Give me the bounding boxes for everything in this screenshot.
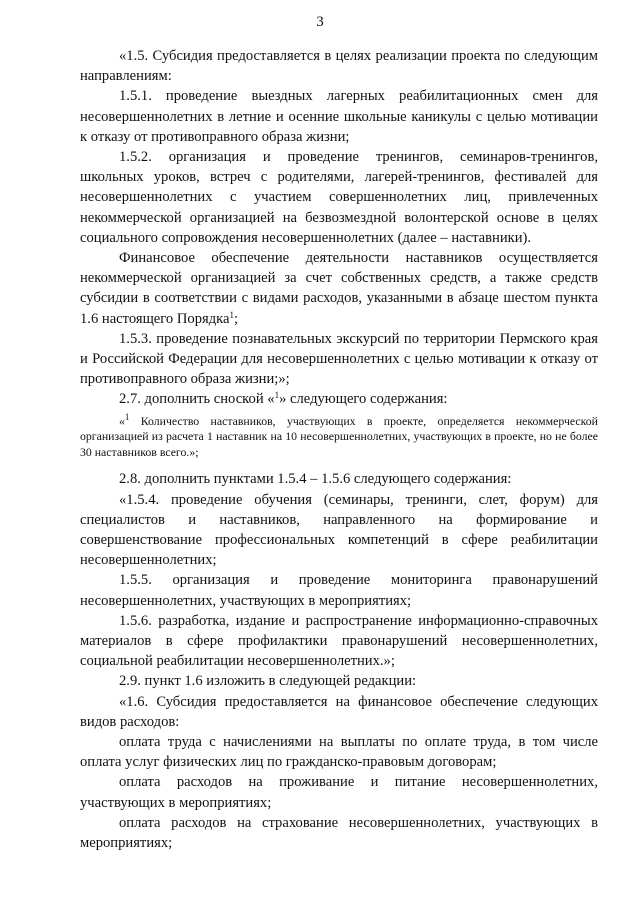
- expense-item-insurance: оплата расходов на страхование несовершеннолетних, участвующих в мероприятиях;: [80, 814, 598, 852]
- paragraph-1-5-2: 1.5.2. организация и проведение тренингов, семинаров-тренингов, школьных уроков, встреч с родителями, лагерей-тренингов, фестивалей для несовершеннолетних с участием совершеннолетних лиц, привлеченных некоммерческой организацией на безвозмездной волонтерской основе в целях социального сопровождения несовершеннолетних (далее – наставники).: [80, 149, 598, 246]
- paragraph-1-5: «1.5. Субсидия предоставляется в целях реализации проекта по следующим направлениям:: [80, 48, 598, 85]
- footnote-number: 1: [124, 411, 130, 422]
- expense-item-accommodation: оплата расходов на проживание и питание несовершеннолетних, участвующих в мероприятиях;: [80, 774, 598, 811]
- document-body: [80, 46, 598, 853]
- paragraph-financing: [80, 248, 598, 329]
- financing-text: Финансовое обеспечение деятельности наставников осуществляется некоммерческой организацией за счет собственных средств, а также средств субсидии в соответствии с видами расходов, указанными в абзаце шестом пункта 1.6 настоящего Порядка: [80, 250, 598, 327]
- paragraph-1-5-1: 1.5.1. проведение выездных лагерных реабилитационных смен для несовершеннолетних в летние и осенние школьные каникулы с целью мотивации к отказу от противоправного образа жизни;: [80, 88, 598, 145]
- footnote-marker: 1: [274, 390, 280, 401]
- paragraph-1-5-3: 1.5.3. проведение познавательных экскурсий по территории Пермского края и Российской Федерации для несовершеннолетних с целью мотивации к отказу от противоправного образа жизни;»;: [80, 330, 598, 388]
- paragraph-2-9: 2.9. пункт 1.6 изложить в следующей редакции:: [119, 673, 417, 690]
- footnote-ref: 1: [229, 309, 234, 320]
- p2-7-text-a: 2.7. дополнить сноской «: [119, 391, 275, 408]
- page-number: 3: [316, 14, 324, 30]
- p2-7-text-b: » следующего содержания:: [279, 391, 448, 408]
- paragraph-2-8: 2.8. дополнить пунктами 1.5.4 – 1.5.6 следующего содержания:: [119, 471, 512, 488]
- footnote-text: [80, 411, 598, 461]
- paragraph-1-5-6: 1.5.6. разработка, издание и распространение информационно-справочных материалов в сфере профилактики правонарушений несовершеннолетних, социальной реабилитации несовершеннолетних.»;: [80, 612, 598, 670]
- footnote-open: «: [119, 413, 125, 428]
- paragraph-1-5-4: «1.5.4. проведение обучения (семинары, тренинги, слет, форум) для специалистов и наставников, направленного на формирование и совершенствование профессиональных компетенций в сфере реабилитации несовершеннолетних;: [80, 491, 598, 569]
- financing-end: ;: [233, 310, 239, 327]
- expense-item-labor: оплата труда с начислениями на выплаты по оплате труда, в том числе оплата услуг физических лиц по гражданско-правовым договорам;: [80, 734, 598, 771]
- paragraph-1-6: «1.6. Субсидия предоставляется на финансовое обеспечение следующих видов расходов:: [80, 693, 598, 730]
- paragraph-1-5-5: 1.5.5. организация и проведение мониторинга правонарушений несовершеннолетних, участвующих в мероприятиях;: [80, 572, 598, 609]
- paragraph-2-7: [80, 389, 598, 409]
- footnote-body: Количество наставников, участвующих в проекте, определяется некоммерческой организацией из расчета 1 наставник на 10 несовершеннолетних, участвующих в проекте, но не более 30 наставников всего.»;: [80, 413, 598, 459]
